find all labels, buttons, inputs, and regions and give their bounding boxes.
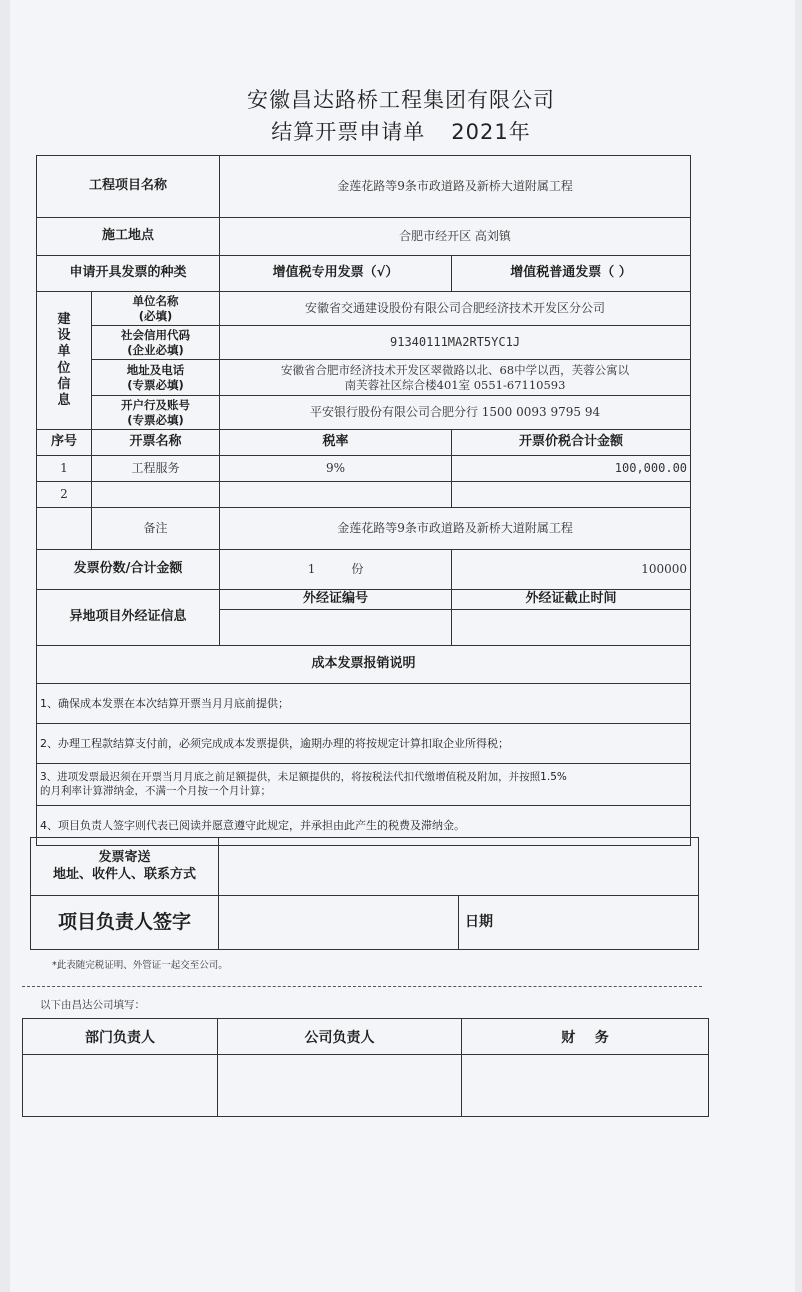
col-header-amount: 开票价税合计金额 [452,430,691,456]
invoice-type-special: 增值税专用发票（√） [220,256,452,292]
builder-address-line2: 南芙蓉社区综合楼401室 0551-67110593 [344,377,566,392]
builder-group-text: 建设单位信息 [57,311,71,408]
cost-item: 1、确保成本发票在本次结算开票当月月底前提供； [37,684,691,724]
approval-table [22,1018,709,1117]
form-title [0,116,802,146]
cut-line [22,986,702,987]
company-head-sign[interactable] [218,1055,462,1117]
mailing-label-line2: 地址、收件人、联系方式 [52,866,196,882]
dept-head-sign[interactable] [23,1055,218,1117]
finance-sign[interactable] [462,1055,709,1117]
cost-title: 成本发票报销说明 [37,646,691,684]
item-amount [452,482,691,508]
invoice-count-unit: 份 [351,562,364,576]
cost-item-line2: 的月利率计算滞纳金，不满一个月按一个月计算； [40,784,271,797]
signature-field[interactable] [219,896,459,950]
builder-address-line1: 安徽省合肥市经济技术开发区翠微路以北、68中学以西，芙蓉公寓以 [280,363,630,378]
builder-row-label-main: 地址及电话 [126,363,185,378]
builder-row-label-main: 开户行及账号 [121,398,190,413]
invoice-count-number: 1 [307,562,316,576]
invoice-count [220,550,452,590]
builder-row-label-note: (企业必填) [127,342,184,357]
mailing-signature-table [30,837,699,950]
mailing-label-line1: 发票寄送 [98,850,151,866]
remarks-value: 金莲花路等9条市政道路及新桥大道附属工程 [220,508,691,550]
item-rate [220,482,452,508]
item-amount: 100,000.00 [452,456,691,482]
builder-group-label [37,292,92,430]
builder-row-label-note: (必填) [138,308,173,323]
company-head-label: 公司负责人 [218,1019,462,1055]
date-label: 日期 [459,896,699,950]
col-header-rate: 税率 [220,430,452,456]
builder-address-phone [220,360,691,396]
builder-row-label-note: (专票必填) [127,377,184,392]
builder-row-label-note: (专票必填) [127,412,184,427]
builder-row-label-main: 社会信用代码 [121,328,190,343]
form-title-text: 结算开票申请单 [271,120,426,144]
external-deadline-value [452,610,691,646]
total-amount: 100000 [452,550,691,590]
external-label: 异地项目外经证信息 [37,590,220,646]
form-year: 2021年 [451,120,531,144]
application-table [36,155,691,846]
builder-unit-name: 安徽省交通建设股份有限公司合肥经济技术开发区分公司 [220,292,691,326]
remarks-label: 备注 [92,508,220,550]
invoice-type-label: 申请开具发票的种类 [37,256,220,292]
external-deadline-label: 外经证截止时间 [452,590,691,610]
builder-bank-account: 平安银行股份有限公司合肥分行 1500 0093 9795 94 [220,396,691,430]
builder-row-label [92,360,220,396]
company-section-note: 以下由昌达公司填写： [40,999,145,1011]
totals-label: 发票份数/合计金额 [37,550,220,590]
item-rate: 9% [220,456,452,482]
finance-label: 财 务 [462,1019,709,1055]
location-value: 合肥市经开区 高刘镇 [220,218,691,256]
project-name-label: 工程项目名称 [37,156,220,218]
cost-item: 4、项目负责人签字则代表已阅读并愿意遵守此规定，并承担由此产生的税费及滞纳金。 [37,806,691,846]
external-no-label: 外经证编号 [220,590,452,610]
item-no: 2 [37,482,92,508]
cost-item [37,764,691,806]
table-row [37,482,691,508]
cost-item: 2、办理工程款结算支付前，必须完成成本发票提供，逾期办理的将按规定计算扣取企业所得税； [37,724,691,764]
mailing-value[interactable] [219,838,699,896]
remarks-blank [37,508,92,550]
builder-row-label [92,326,220,360]
col-header-name: 开票名称 [92,430,220,456]
company-name: 安徽昌达路桥工程集团有限公司 [247,88,555,112]
project-name-value: 金莲花路等9条市政道路及新桥大道附属工程 [220,156,691,218]
mailing-label [31,838,219,896]
item-no: 1 [37,456,92,482]
item-name: 工程服务 [92,456,220,482]
invoice-type-ordinary: 增值税普通发票（ ） [452,256,691,292]
col-header-no: 序号 [37,430,92,456]
builder-row-label-main: 单位名称 [132,294,179,309]
signature-label: 项目负责人签字 [31,896,219,950]
cost-item-line1: 3、进项发票最迟须在开票当月月底之前足额提供，未足额提供的，将按税法代扣代缴增值税及附加，并按照1.5% [40,771,567,784]
builder-row-label [92,396,220,430]
table-row [37,456,691,482]
item-name [92,482,220,508]
builder-row-label [92,292,220,326]
location-label: 施工地点 [37,218,220,256]
external-no-value [220,610,452,646]
builder-credit-code: 91340111MA2RT5YC1J [220,326,691,360]
dept-head-label: 部门负责人 [23,1019,218,1055]
footnote: *此表随完税证明、外管证一起交至公司。 [52,960,228,971]
